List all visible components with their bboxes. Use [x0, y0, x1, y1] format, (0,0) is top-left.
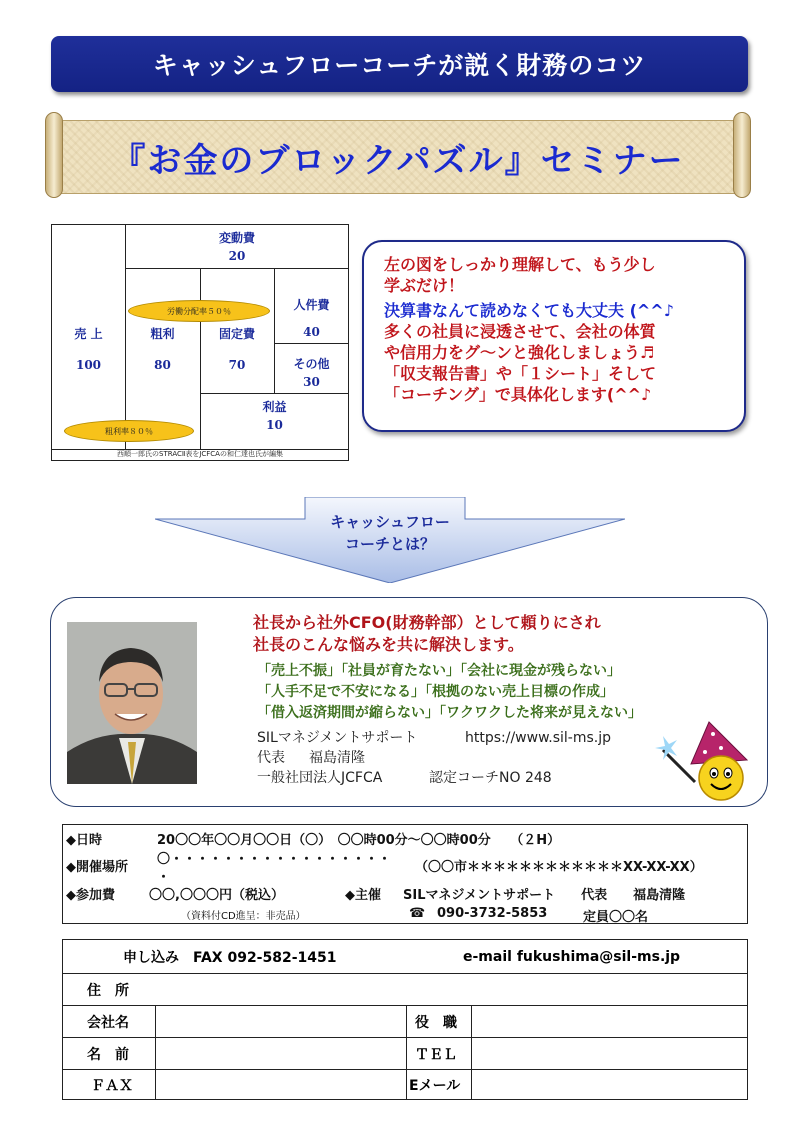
address-label: 住 所 [87, 982, 129, 999]
wizard-smiley-icon [651, 716, 761, 802]
company-name: SILマネジメントサポート [257, 730, 418, 746]
title-label: 役 職 [415, 1014, 457, 1031]
date-label: ◆日時 [66, 833, 102, 848]
coach-role: 代表 [257, 750, 285, 766]
profit-label: 利益 [262, 400, 287, 414]
coach-photo [67, 622, 197, 784]
sales-value: 100 [75, 358, 102, 372]
fee-label: ◆参加費 [66, 888, 115, 903]
coach-cert: 認定コーチNO 248 [429, 770, 552, 786]
sales-label: 売 上 [74, 327, 103, 341]
fax-row [63, 1069, 747, 1100]
fee-note: （資料付CD進呈：非売品） [181, 911, 306, 922]
address-input[interactable] [155, 974, 745, 1005]
down-arrow [155, 497, 625, 583]
message-line-7: 「コーチング」で具体化します(^^♪ [384, 385, 652, 404]
venue-value: 〇・・・・・・・・・・・・・・・・・ [157, 852, 392, 867]
coach-headline-2: 社長のこんな悩みを共に解決します。 [253, 635, 524, 654]
message-line-2: 学ぶだけ！ [384, 276, 465, 295]
message-line-3: 決算書なんて読めなくても大丈夫 (^^♪ [384, 301, 674, 320]
company-label: 会社名 [87, 1014, 129, 1031]
capacity: 定員〇〇名 [583, 910, 649, 925]
apply-row [63, 940, 747, 973]
coach-headline [253, 612, 601, 656]
block-puzzle-diagram [51, 224, 349, 461]
coach-name: 福島清隆 [309, 750, 365, 766]
apply-email: e-mail fukushima@sil-ms.jp [463, 948, 681, 965]
company-input[interactable] [156, 1006, 406, 1037]
application-form [62, 939, 748, 1100]
header-title-bar [51, 36, 748, 92]
worry-line-2: 「人手不足で不安になる」「根拠のない売上目標の作成」 [257, 684, 614, 700]
apply-fax: 申し込み FAX 092-582-1451 [123, 949, 337, 966]
company-url: https://www.sil-ms.jp [465, 730, 611, 746]
other-cost-value: 30 [303, 375, 320, 389]
name-input[interactable] [156, 1038, 406, 1069]
personnel-cost-value: 40 [303, 325, 320, 339]
venue-label: ◆開催場所 [66, 860, 128, 875]
coach-info [257, 728, 611, 788]
email-label: Eメール [409, 1078, 461, 1094]
diagram-caption: 西順一郎氏のSTRACⅡ表をJCFCAの和仁達也氏が編集 [117, 450, 283, 458]
fee-value: 〇〇,〇〇〇円（税込） [149, 888, 284, 903]
tel-input[interactable] [473, 1038, 745, 1069]
worry-line-3: 「借入返済期間が縮らない」「ワクワクした将来が見えない」 [257, 705, 642, 721]
venue-dot: ・ [157, 870, 171, 885]
message-line-6: 「収支報告書」や「１シート」そして [384, 364, 657, 383]
gross-ratio-ellipse [64, 420, 194, 442]
name-label: 名 前 [87, 1046, 129, 1063]
phone-number: 090-3732-5853 [437, 906, 548, 921]
message-bubble [362, 240, 746, 432]
header-title: キャッシュフローコーチが説く財務のコツ [152, 51, 647, 80]
fixed-cost-label: 固定費 [218, 327, 255, 341]
name-row [63, 1037, 747, 1069]
message-line-4: 多くの社員に浸透させて、会社の体質 [384, 322, 656, 341]
arrow-line-1: キャッシュフロー [330, 513, 450, 531]
event-details [62, 824, 748, 924]
worry-line-1: 「売上不振」「社員が育たない」「会社に現金が残らない」 [257, 663, 621, 679]
portrait-image [67, 622, 197, 784]
worry-list [257, 661, 642, 724]
email-input[interactable] [473, 1070, 745, 1100]
phone-icon: ☎ [409, 906, 426, 921]
message-line-5: や信用力をグ～ンと強化しましょう♬ [384, 343, 655, 362]
fixed-cost-value: 70 [228, 358, 246, 372]
variable-cost-value: 20 [228, 249, 246, 263]
tel-label: ＴＥＬ [415, 1046, 457, 1063]
labor-ratio-ellipse [128, 300, 270, 322]
host-label: ◆主催 [345, 888, 381, 903]
host-value: SILマネジメントサポート 代表 福島清隆 [403, 888, 686, 903]
arrow-line-2: コーチとは？ [344, 535, 435, 553]
date-value: 20〇〇年〇〇月〇〇日（〇） 〇〇時00分～〇〇時00分 （２H） [157, 833, 561, 848]
fax-input[interactable] [156, 1070, 406, 1100]
venue-address: （〇〇市＊＊＊＊＊＊＊＊＊＊＊＊XX-XX-XX） [415, 860, 703, 875]
arrow-caption [155, 511, 625, 555]
fax-label: ＦＡＸ [91, 1078, 133, 1094]
coach-panel [50, 597, 768, 807]
company-row [63, 1005, 747, 1037]
seminar-title: 『お金のブロックパズル』セミナー [111, 140, 685, 181]
gross-ratio-text: 粗利率８０％ [105, 426, 153, 436]
gross-profit-value: 80 [154, 358, 171, 372]
message-line-1: 左の図をしっかり理解して、もう少し [384, 255, 656, 274]
labor-ratio-text: 労働分配率５０％ [167, 306, 231, 316]
other-cost-label: その他 [293, 357, 330, 371]
title-input[interactable] [473, 1006, 745, 1037]
gross-profit-label: 粗利 [150, 327, 175, 341]
coach-org: 一般社団法人JCFCA [257, 770, 383, 786]
personnel-cost-label: 人件費 [293, 298, 330, 312]
scroll-banner [45, 110, 751, 202]
profit-value: 10 [266, 418, 283, 432]
variable-cost-label: 変動費 [218, 231, 255, 245]
coach-headline-1: 社長から社外CFO(財務幹部）として頼りにされ [253, 613, 601, 632]
address-row [63, 973, 747, 1005]
